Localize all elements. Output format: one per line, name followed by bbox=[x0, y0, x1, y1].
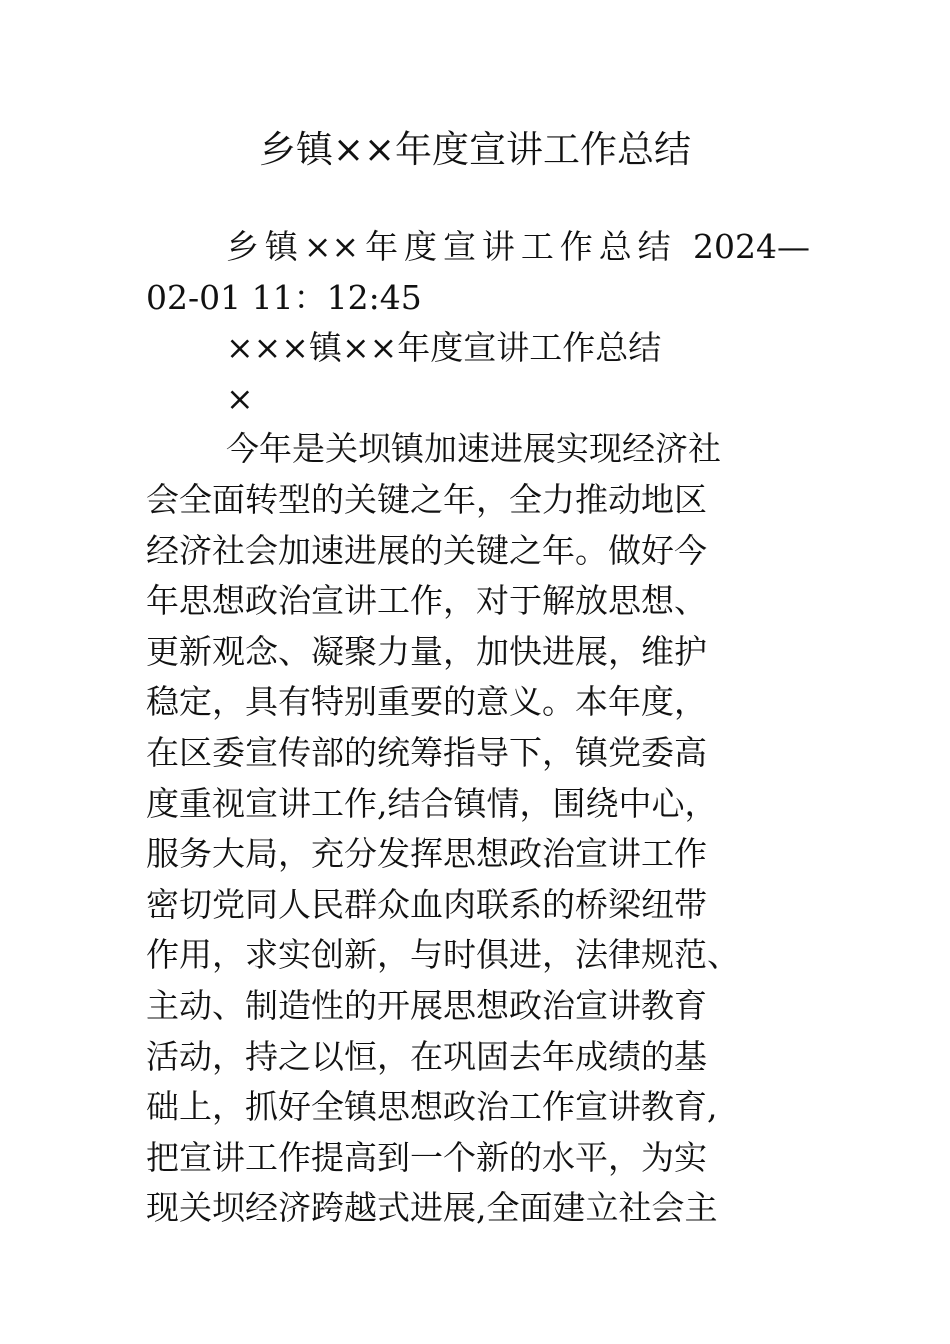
body-line: 作用，求实创新，与时俱进，法律规范、 bbox=[146, 935, 740, 975]
body-line: 服务大局，充分发挥思想政治宣讲工作 bbox=[146, 834, 707, 874]
subtitle-paragraph bbox=[146, 323, 810, 374]
body-paragraph bbox=[146, 424, 810, 475]
body-line: 会全面转型的关键之年，全力推动地区 bbox=[146, 479, 707, 519]
body-line: 密切党同人民群众血肉联系的桥梁纽带 bbox=[146, 884, 707, 924]
body-line: 年思想政治宣讲工作，对于解放思想、 bbox=[146, 581, 707, 621]
body-line: 今年是关坝镇加速进展实现经济社 bbox=[226, 429, 721, 469]
body-line: 活动，持之以恒，在巩固去年成绩的基 bbox=[146, 1036, 707, 1076]
body-line: 主动、制造性的开展思想政治宣讲教育 bbox=[146, 985, 707, 1025]
body-line: 现关坝经济跨越式进展,全面建立社会主 bbox=[146, 1188, 718, 1228]
document-title: 乡镇××年度宣讲工作总结 bbox=[258, 128, 691, 171]
mark: × bbox=[226, 378, 254, 418]
subtitle: ×××镇××年度宣讲工作总结 bbox=[226, 328, 662, 368]
body-line: 础上，抓好全镇思想政治工作宣讲教育, bbox=[146, 1087, 718, 1127]
document-body bbox=[146, 222, 810, 1234]
meta-line-2: 02-01 11：12:45 bbox=[146, 277, 422, 317]
body-line: 经济社会加速进展的关键之年。做好今 bbox=[146, 530, 707, 570]
meta-paragraph-cont bbox=[146, 273, 810, 324]
body-line: 把宣讲工作提高到一个新的水平，为实 bbox=[146, 1137, 707, 1177]
mark-paragraph bbox=[146, 374, 810, 425]
body-line: 在区委宣传部的统筹指导下，镇党委高 bbox=[146, 732, 707, 772]
body-line: 稳定，具有特别重要的意义。本年度， bbox=[146, 682, 707, 722]
body-line: 更新观念、凝聚力量，加快进展，维护 bbox=[146, 631, 707, 671]
body-paragraph-cont bbox=[146, 475, 810, 1234]
meta-paragraph bbox=[146, 222, 810, 273]
meta-line-1: 乡镇××年度宣讲工作总结 2024— bbox=[226, 227, 810, 266]
body-line: 度重视宣讲工作,结合镇情，围绕中心， bbox=[146, 783, 718, 823]
